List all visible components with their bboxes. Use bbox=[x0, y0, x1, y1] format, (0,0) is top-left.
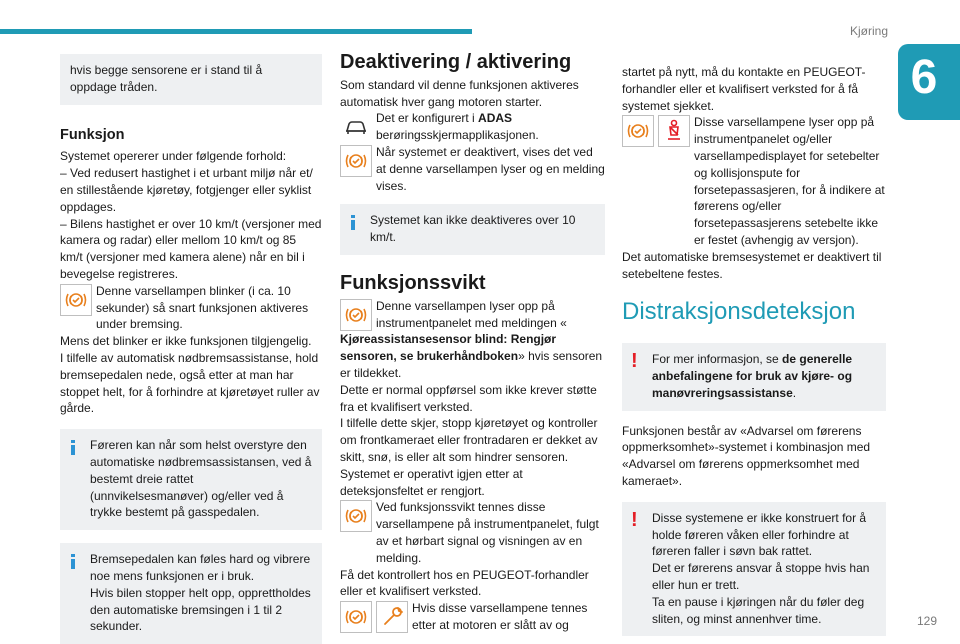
adas-car-icon bbox=[340, 111, 372, 143]
paragraph: Systemet opererer under følgende forhold: bbox=[60, 149, 287, 164]
paragraph: Denne varsellampen lyser opp på instrumentpanelet med meldingen « bbox=[376, 298, 567, 330]
page-number: 129 bbox=[916, 614, 937, 628]
paragraph: Som standard vil denne funksjonen aktiveres automatisk hver gang motoren starter. bbox=[340, 77, 579, 109]
brake-warning-icon bbox=[340, 601, 372, 633]
info-icon bbox=[71, 554, 75, 568]
section-title-distraksjon: Distraksjonsdeteksjon bbox=[622, 298, 856, 326]
info-box bbox=[340, 204, 605, 255]
paragraph: Dette er normal oppførsel som ikke krever støtte fra et kvalifisert verksted. bbox=[340, 382, 597, 414]
section-title-funksjonssvikt: Funksjonssvikt bbox=[340, 271, 486, 294]
warning-lamp-row bbox=[340, 499, 605, 566]
section-title-deaktivering: Deaktivering / aktivering bbox=[340, 51, 572, 73]
info-box bbox=[60, 429, 322, 530]
info-text: Bremsepedalen kan føles hard og vibrere noe mens funksjonen er i bruk. bbox=[90, 552, 311, 583]
paragraph: Funksjonen består av «Advarsel om førerens oppmerksomhet»-systemet i kombinasjon med «Advarsel om førerens oppmerksomhet med kameraet». bbox=[622, 423, 871, 488]
paragraph: Denne varsellampen blinker (i ca. 10 sekunder) så snart funksjonen aktiveres under bremsing. bbox=[96, 283, 309, 332]
warning-lamp-row bbox=[622, 114, 886, 248]
running-header: Kjøring bbox=[849, 24, 888, 38]
chapter-tab bbox=[898, 44, 960, 120]
info-icon bbox=[351, 215, 355, 229]
warning-lamp-row bbox=[340, 600, 605, 634]
brake-warning-icon bbox=[340, 145, 372, 177]
info-text: Systemet kan ikke deaktiveres over 10 km/t. bbox=[370, 213, 576, 245]
brake-warning-icon bbox=[340, 299, 372, 331]
paragraph: Disse varsellampene lyser opp på instrumentpanelet og/eller varsellampedisplayet for setebelter og kollisjonspute for forsetepassasjeren, for å indikere at førerens og/eller forsetepassasjerens setebelte ikke er festet (avhengig av versjon). bbox=[694, 115, 885, 247]
wrench-service-icon bbox=[376, 601, 408, 633]
column-2 bbox=[340, 51, 605, 634]
column-1 bbox=[60, 54, 322, 644]
column-3 bbox=[622, 54, 886, 636]
info-text: Hvis bilen stopper helt opp, opprettholdes den automatiske bremsingen i 1 til 2 sekunder. bbox=[90, 585, 311, 634]
paragraph: startet på nytt, må du kontakte en PEUGEOT-forhandler eller et kvalifisert verksted for å få systemet sjekket. bbox=[622, 65, 866, 113]
paragraph: Systemet er operativt igjen etter at deteksjonsfeltet er rengjort. bbox=[340, 466, 523, 498]
paragraph: Hvis disse varsellampene tennes etter at motoren er slått av og bbox=[412, 601, 588, 632]
note-text: hvis begge sensorene er i stand til å oppdage tråden. bbox=[70, 63, 263, 94]
brake-warning-icon bbox=[622, 115, 654, 147]
warning-lamp-row bbox=[340, 298, 605, 332]
header-accent-line bbox=[0, 29, 472, 34]
warning-lamp-row bbox=[60, 283, 322, 333]
paragraph: Få det kontrollert hos en PEUGEOT-forhandler eller et kvalifisert verksted. bbox=[340, 567, 589, 599]
note-box bbox=[60, 54, 322, 105]
paragraph: – Ved redusert hastighet i et urbant miljø når et/ en stillestående kjøretøy, fotgjenger eller syklist oppdages. bbox=[60, 166, 313, 214]
info-box bbox=[60, 543, 322, 644]
warning-lamp-row bbox=[340, 144, 605, 194]
info-text: Føreren kan når som helst overstyre den automatiske nødbremsassistansen, ved å bestemt dreie rattet (unnvikelsesmanøver) og/eller ved å trykke bestemt på gasspedalen. bbox=[90, 438, 312, 520]
warning-exclamation-icon: ! bbox=[631, 508, 638, 531]
warning-text: Disse systemene er ikke konstruert for å holde føreren våken eller forhindre at føreren faller i søvn bak rattet. bbox=[652, 510, 867, 559]
warning-text: For mer informasjon, se de generelle anbefalingene for bruk av kjøre- og manøvreringsassistanse. bbox=[652, 352, 853, 400]
warning-text: Det er førerens ansvar å stoppe hvis han eller hun er trett. bbox=[652, 561, 870, 592]
warning-box bbox=[622, 502, 886, 637]
section-title-funksjon: Funksjon bbox=[60, 126, 125, 143]
paragraph: Det automatiske bremsesystemet er deaktivert til setebeltene festes. bbox=[622, 249, 882, 281]
info-icon bbox=[71, 440, 75, 454]
paragraph: Når systemet er deaktivert, vises det ved at denne varsellampen lyser og en melding vises. bbox=[376, 144, 605, 193]
warning-exclamation-icon: ! bbox=[631, 350, 638, 373]
brake-warning-icon bbox=[340, 500, 372, 532]
adas-row bbox=[340, 110, 605, 144]
paragraph: Det er konfigurert i ADAS berøringsskjermapplikasjonen. bbox=[376, 111, 539, 143]
paragraph: – Bilens hastighet er over 10 km/t (versjoner med kamera og radar) eller mellom 10 km/t og 85 km/t (versjoner med kamera alene) når en bil i bevegelse registreres. bbox=[60, 216, 322, 281]
paragraph: I tilfelle av automatisk nødbremsassistanse, hold bremsepedalen nede, også etter at man har stoppet helt, for å forhindre at kjøretøyet ruller av gårde. bbox=[60, 350, 320, 416]
paragraph: I tilfelle dette skjer, stopp kjøretøyet og kontroller om frontkameraet eller frontradaren er dekket av skitt, snø, is eller alt som hindrer sensoren. bbox=[340, 416, 598, 464]
seatbelt-warning-icon bbox=[658, 115, 690, 147]
paragraph: Kjøreassistansesensor blind: Rengjør sensoren, se brukerhåndboken» hvis sensoren er tildekket. bbox=[340, 332, 603, 380]
warning-box bbox=[622, 343, 886, 410]
paragraph: Ved funksjonssvikt tennes disse varsellampene på instrumentpanelet, fulgt av et hørbart signal og visningen av en melding. bbox=[376, 500, 599, 565]
brake-warning-icon bbox=[60, 284, 92, 316]
warning-text: Ta en pause i kjøringen når du føler deg sliten, og minst annenhver time. bbox=[652, 594, 865, 626]
chapter-number: 6 bbox=[910, 51, 938, 104]
paragraph: Mens det blinker er ikke funksjonen tilgjengelig. bbox=[60, 334, 312, 349]
